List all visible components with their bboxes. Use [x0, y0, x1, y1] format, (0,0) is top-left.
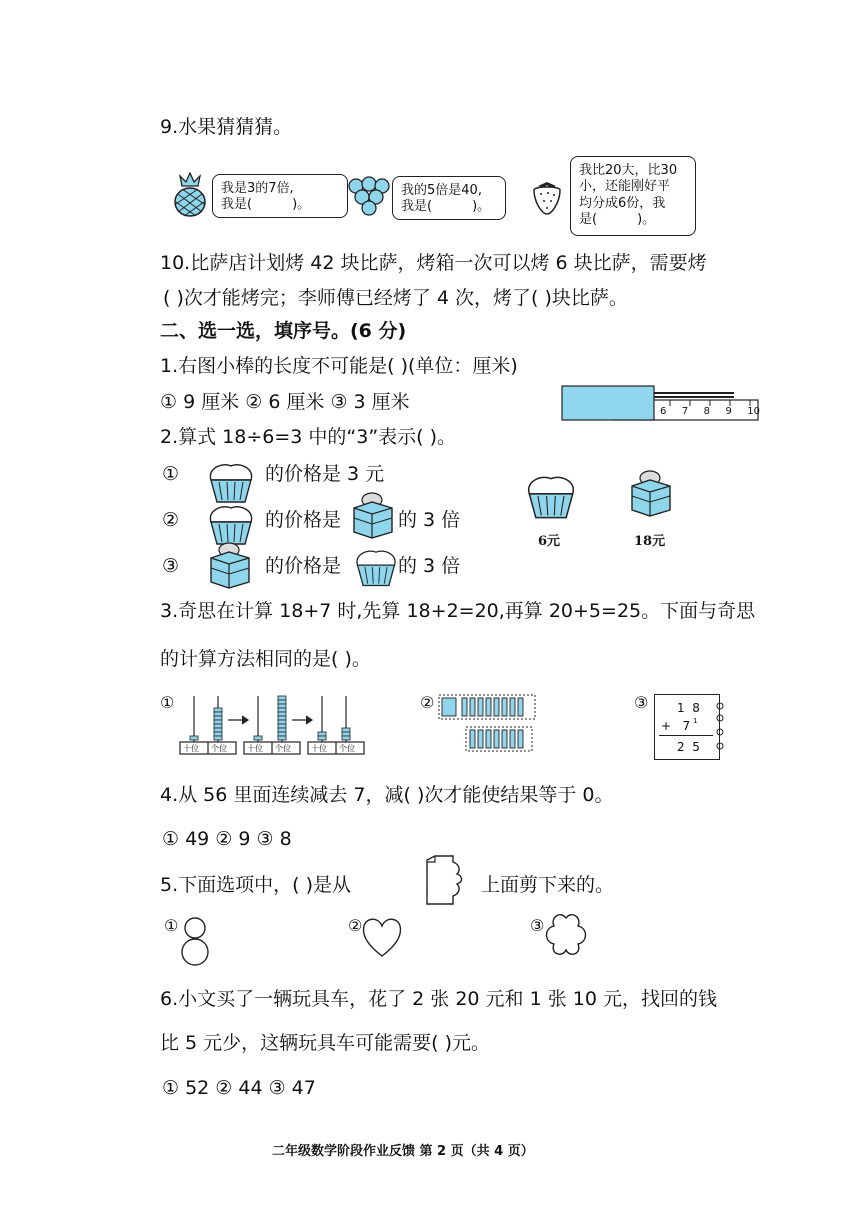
s3-line2: 的计算方法相同的是( )。: [160, 648, 371, 670]
cupcake-icon: [352, 544, 400, 590]
folded-paper-figure: [423, 854, 467, 908]
s6-line2: 比 5 元少，这辆玩具车可能需要( )元。: [160, 1032, 491, 1054]
abacus-ones-label-2: 个位: [275, 744, 291, 753]
cake-icon: [628, 466, 674, 520]
grape-icon: [346, 174, 392, 218]
cake-price: 18元: [634, 534, 666, 549]
sticks-figure: [438, 694, 538, 754]
calc-top: 1 8: [677, 701, 700, 715]
flower-shape: [544, 912, 588, 958]
ruler-tick-6: 6: [660, 406, 667, 417]
abacus-ones-label-3: 个位: [339, 744, 355, 753]
ruler-tick-10: 10: [747, 406, 760, 417]
s2-opt1-num: ①: [162, 463, 180, 485]
s4-options: ① 49 ② 9 ③ 8: [162, 828, 292, 850]
ruler-tick-8: 8: [703, 406, 710, 417]
s6-options: ① 52 ② 44 ③ 47: [162, 1077, 316, 1099]
s2-opt1-text: 的价格是 3 元: [265, 463, 385, 485]
q10-line1: 10.比萨店计划烤 42 块比萨，烤箱一次可以烤 6 块比萨，需要烤: [160, 252, 707, 274]
calc-mid: + 7: [661, 719, 691, 733]
pineapple-icon: [168, 172, 212, 218]
cake-icon: [350, 490, 396, 540]
s5-opt3-num: ③: [530, 916, 545, 935]
ruler-tick-9: 9: [725, 406, 732, 417]
q10-line2: ( )次才能烤完；李师傅已经烤了 4 次，烤了( )块比萨。: [163, 287, 628, 309]
abacus-tens-label-2: 十位: [247, 744, 263, 753]
ruler-tick-7: 7: [681, 406, 689, 417]
strawberry-icon: [530, 180, 564, 216]
s3-line1: 3.奇思在计算 18+7 时,先算 18+2=20,再算 20+5=25。下面与奇思: [160, 600, 756, 622]
cake-icon: [207, 540, 253, 590]
cupcake-icon: [205, 458, 257, 506]
s3-opt1-num: ①: [160, 693, 175, 712]
s2-opt3-text-b: 的 3 倍: [398, 555, 461, 577]
page-footer: 二年级数学阶段作业反馈 第 2 页（共 4 页）: [272, 1144, 534, 1159]
s5-question-a: 5.下面选项中，( )是从: [160, 874, 351, 896]
s2-opt2-num: ②: [162, 509, 180, 531]
cupcake-price: 6元: [538, 534, 561, 549]
calc-bottom: 2 5: [677, 740, 700, 754]
strawberry-bubble: 我比20大，比30 小，还能刚好平 均分成6份，我 是( )。: [570, 156, 696, 236]
abacus-ones-label-1: 个位: [211, 744, 227, 753]
s2-opt3-text-a: 的价格是: [265, 555, 342, 577]
heart-shape: [360, 914, 404, 960]
s5-question-b: 上面剪下来的。: [481, 874, 615, 896]
ruler-figure: [560, 382, 760, 428]
s4-question: 4.从 56 里面连续减去 7，减( )次才能使结果等于 0。: [160, 784, 614, 806]
ruler-tick-labels: [660, 406, 760, 417]
vertical-calc-notebook: [654, 694, 720, 760]
s2-question: 2.算式 18÷6=3 中的“3”表示( )。: [160, 426, 457, 448]
s1-options: ① 9 厘米 ② 6 厘米 ③ 3 厘米: [160, 391, 410, 413]
cupcake-icon: [522, 470, 580, 522]
s2-opt2-text-a: 的价格是: [265, 509, 342, 531]
section-title: 二、选一选，填序号。(6 分): [160, 320, 407, 342]
s2-opt3-num: ③: [162, 555, 180, 577]
s1-question: 1.右图小棒的长度不可能是( )(单位：厘米): [160, 355, 518, 377]
s5-opt2-num: ②: [348, 916, 363, 935]
calc-carry: 1: [693, 717, 698, 725]
q9-title: 9.水果猜猜猜。: [160, 116, 293, 138]
s2-opt2-text-b: 的 3 倍: [398, 509, 461, 531]
s3-opt2-num: ②: [420, 693, 435, 712]
snowman-shape: [180, 914, 210, 968]
s3-opt3-num: ③: [634, 693, 649, 712]
pineapple-bubble: 我是3的7倍, 我是( )。: [212, 174, 348, 218]
s5-opt1-num: ①: [164, 916, 179, 935]
abacus-tens-label-1: 十位: [183, 744, 199, 753]
grape-bubble: 我的5倍是40, 我是( )。: [392, 176, 506, 220]
notebook-rings: [716, 700, 726, 754]
s6-line1: 6.小文买了一辆玩具车，花了 2 张 20 元和 1 张 10 元，找回的钱: [160, 988, 717, 1010]
abacus-tens-label-3: 十位: [311, 744, 327, 753]
